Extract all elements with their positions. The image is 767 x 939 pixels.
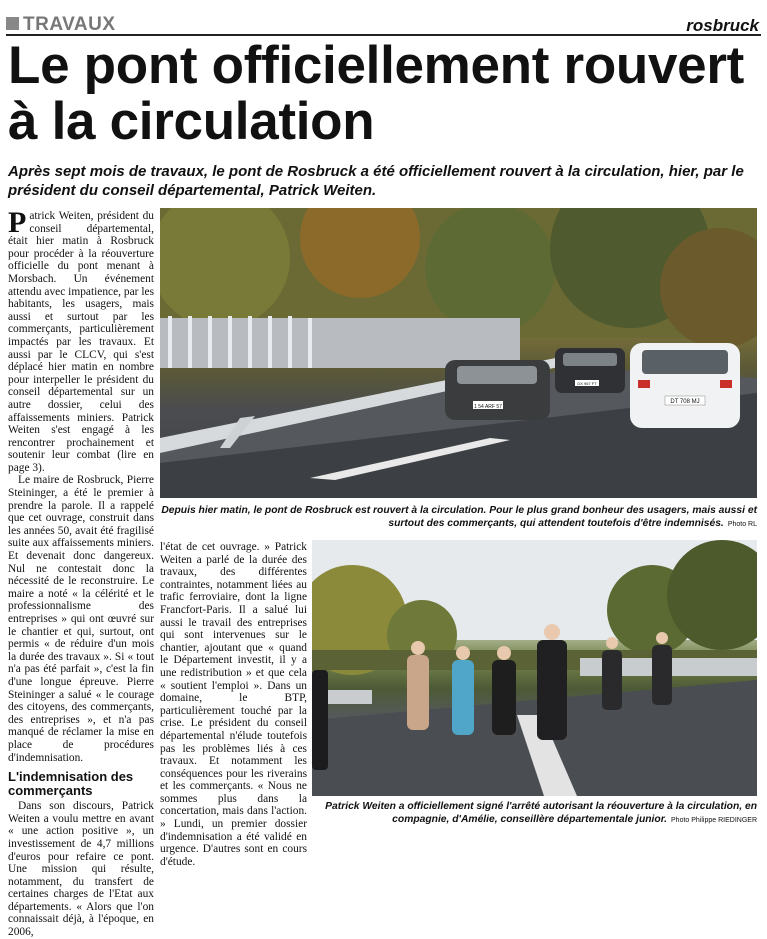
rubric-square-icon: [6, 17, 19, 30]
headline: Le pont officiellement rouvert à la circulation: [8, 36, 745, 151]
photo1-caption: [160, 504, 757, 531]
lead-paragraph: Après sept mois de travaux, le pont de Rosbruck a été officiellement rouvert à la circulation, hier, par le président du conseil départemental, Patrick Weiten.: [8, 163, 744, 199]
plate-text: DT 708 MJ: [670, 399, 700, 405]
photo1-credit: Photo RL: [727, 521, 757, 528]
section-header: [6, 8, 761, 36]
rubric-label: TRAVAUX: [23, 14, 116, 35]
paragraph-3: Dans son discours, Patrick Weiten a voulu mettre en avant « une action positive », un investissement de 4,7 millions d'euros pour refaire ce pont. Une mission qui résulte, notamment, du transfert de certaines charges de l'Etat aux départements. « Alors que l'on connaissait déjà, à l'époque, en 2006,: [8, 800, 154, 939]
car-front-left: [445, 360, 550, 420]
paragraph-4: l'état de cet ouvrage. » Patrick Weiten a parlé de la durée des travaux, des différentes contraintes, notamment liées au trafic ferroviaire, dont la ligne Francfort-Paris. Il a salué lui aussi le travail des entreprises qui sont intervenues sur le chantier, ajoutant que « quand le Département investit, il y a une redistribution » et que cela « soutient l'emploi ». Dans un domaine, le BTP, particulièrement touché par la crise. Le président du conseil départemental n'élude toutefois pas les problèmes liés à ces travaux. Et notamment les conséquences pour les riverains et les commerçants. « Nous ne sommes plus dans la concertation, mais dans l'action. » Lundi, un premier dossier d'indemnisation a été validé en urgence. D'autres sont en cours d'étude.: [160, 541, 307, 868]
section-rubric: [6, 14, 116, 36]
photo1-caption-text: Depuis hier matin, le pont de Rosbruck est rouvert à la circulation. Pour le plus grand bonheur des usagers, mais aussi et surtout des commerçants, qui attendent toutefois d'être indemnisés.: [161, 505, 757, 529]
subhead: L'indemnisation des commerçants: [8, 769, 134, 799]
photo2-caption-text: Patrick Weiten a officiellement signé l'arrêté autorisant la réouverture à la circulation, en compagnie, d'Amélie, conseillère départementale junior.: [325, 801, 757, 825]
article-column-1: [8, 206, 154, 939]
location-label: rosbruck: [686, 16, 759, 35]
photo-officials-walking: [312, 540, 757, 796]
plate-text: DX 967 FT: [577, 381, 597, 386]
dropcap: P: [8, 206, 27, 239]
car-middle: [555, 348, 625, 393]
photo-bridge-traffic: [160, 208, 757, 498]
plate-text: 1 54 ARF 57: [474, 404, 502, 410]
photo2-credit: Photo Philippe RIEDINGER: [671, 817, 757, 824]
car-right-white: [630, 343, 740, 428]
paragraph-1: Patrick Weiten, président du conseil départemental, était hier matin à Rosbruck pour procéder à la réouverture officielle du pont menant à Morsbach. Un événement attendu avec impatience, par les habitants, les usagers, mais aussi et surtout par les commerçants, particulièrement impactés par les travaux. Et aussi par le CLCV, qui s'est déplacé hier matin en nombre pour interpeller le président du conseil départemental sur un autre dossier, celui des affaissements miniers. Patrick Weiten s'est engagé à les rencontrer prochainement et soutenir leur combat (lire en page 3).: [8, 206, 154, 474]
paragraph-2: Le maire de Rosbruck, Pierre Steininger, a été le premier à prendre la parole. Il a rappelé que cet ouvrage, construit dans les années 50, avait été fragilisé suite aux affaissements miniers. Et devenait donc dangereux. Nul ne contestait donc la nécessité de le reconstruire. Le maire a noté « la célérité et le professionnalisme des entreprises » qui ont œuvré sur le chantier et qui, surtout, ont permis « de réduire d'un mois la durée des travaux ». Si « tout n'a pas été parfait », c'est la fin d'une longue épreuve. Pierre Steininger a salué « le courage des citoyens, des commerçants, des entreprises », et n'a pas manqué de réclamer la mise en place de procédures d'indemnisation.: [8, 474, 154, 764]
photo2-caption: [312, 800, 757, 827]
article-column-2: [160, 541, 307, 868]
